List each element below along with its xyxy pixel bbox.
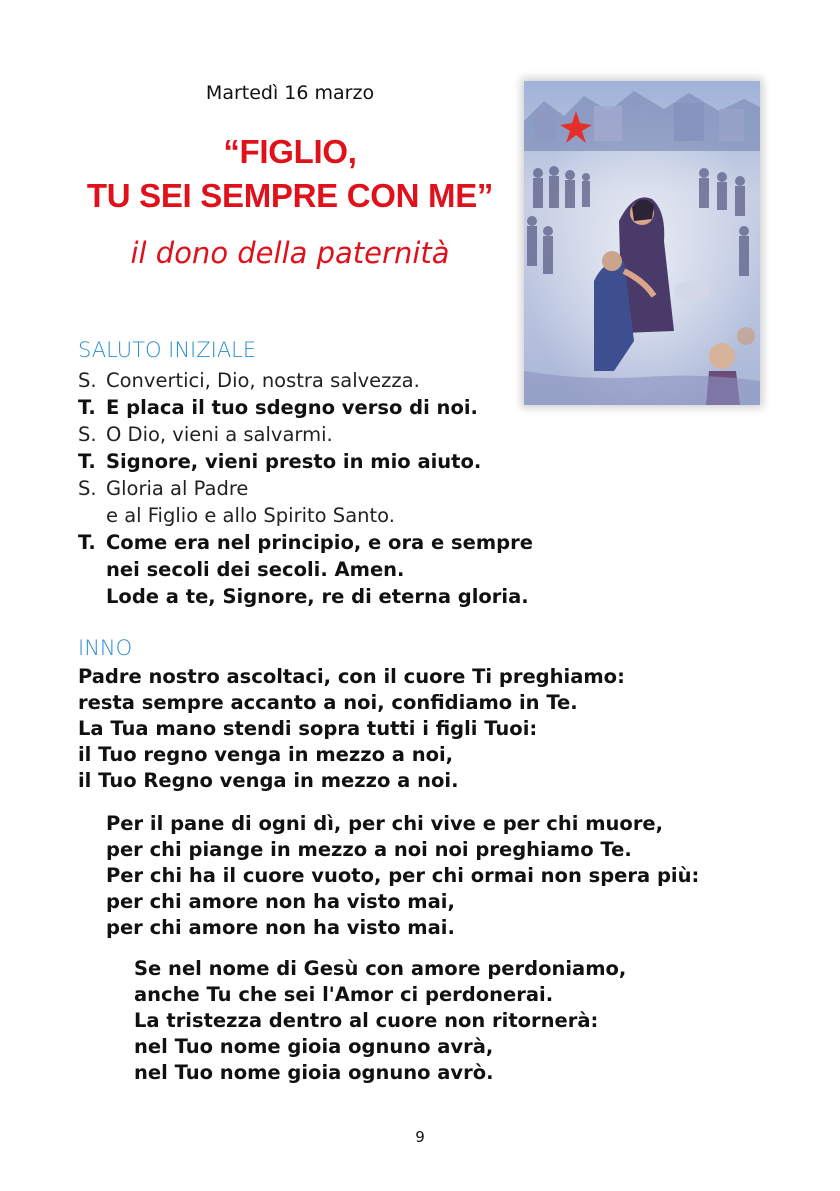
hymn-line: Se nel nome di Gesù con amore perdoniamo,	[134, 957, 627, 980]
line-text: Come era nel principio, e ora e sempre	[106, 531, 533, 554]
saluto-line	[78, 394, 478, 421]
hymn-line: per chi amore non ha visto mai.	[106, 916, 455, 939]
page-subtitle: il dono della paternità	[130, 236, 450, 270]
hymn-line: anche Tu che sei l'Amor ci perdonerai.	[134, 983, 554, 1006]
saluto-line	[78, 502, 395, 529]
line-text: nei secoli dei secoli. Amen.	[106, 558, 405, 581]
speaker-prefix: T.	[78, 450, 96, 473]
hymn-line: il Tuo regno venga in mezzo a noi,	[78, 743, 454, 766]
line-text: Lode a te, Signore, re di eterna gloria.	[106, 585, 529, 608]
line-text: Signore, vieni presto in mio aiuto.	[106, 450, 482, 473]
painting-illustration	[524, 81, 760, 405]
saluto-line	[78, 448, 481, 475]
speaker-prefix: S.	[78, 477, 97, 500]
line-text: Gloria al Padre	[106, 477, 249, 500]
saluto-line	[78, 475, 248, 502]
hymn-line: per chi amore non ha visto mai,	[106, 890, 455, 913]
section-heading-inno: INNO	[78, 636, 133, 660]
saluto-line	[78, 367, 420, 394]
hymn-line: Padre nostro ascoltaci, con il cuore Ti preghiamo:	[78, 665, 625, 688]
saluto-line	[78, 529, 533, 556]
saluto-line	[78, 556, 404, 583]
saluto-line	[78, 421, 333, 448]
hymn-line: resta sempre accanto a noi, confidiamo in Te.	[78, 691, 578, 714]
line-text: e al Figlio e allo Spirito Santo.	[106, 504, 395, 527]
hymn-line: il Tuo Regno venga in mezzo a noi.	[78, 769, 459, 792]
line-text: E placa il tuo sdegno verso di noi.	[106, 396, 478, 419]
hymn-line: Per chi ha il cuore vuoto, per chi ormai non spera più:	[106, 864, 700, 887]
date-line: Martedì 16 marzo	[205, 82, 375, 104]
title-line-2: TU SEI SEMPRE CON ME”	[86, 177, 494, 214]
hymn-line: La tristezza dentro al cuore non ritornerà:	[134, 1009, 599, 1032]
line-text: Convertici, Dio, nostra salvezza.	[106, 369, 420, 392]
speaker-prefix: T.	[78, 396, 96, 419]
hymn-line: per chi piange in mezzo a noi noi preghiamo Te.	[106, 838, 632, 861]
speaker-prefix: S.	[78, 423, 97, 446]
line-text: O Dio, vieni a salvarmi.	[106, 423, 333, 446]
hymn-line: La Tua mano stendi sopra tutti i figli Tuoi:	[78, 717, 538, 740]
speaker-prefix: S.	[78, 369, 97, 392]
section-heading-saluto: SALUTO INIZIALE	[78, 338, 257, 362]
hymn-line: Per il pane di ogni dì, per chi vive e per chi muore,	[106, 812, 664, 835]
hymn-line: nel Tuo nome gioia ognuno avrò.	[134, 1061, 494, 1084]
hymn-line: nel Tuo nome gioia ognuno avrà,	[134, 1035, 494, 1058]
painting-image	[524, 81, 760, 405]
speaker-prefix: T.	[78, 531, 96, 554]
saluto-line	[78, 583, 529, 610]
page-title	[40, 130, 540, 218]
title-line-1: “FIGLIO,	[223, 133, 357, 170]
page-number: 9	[415, 1128, 425, 1146]
